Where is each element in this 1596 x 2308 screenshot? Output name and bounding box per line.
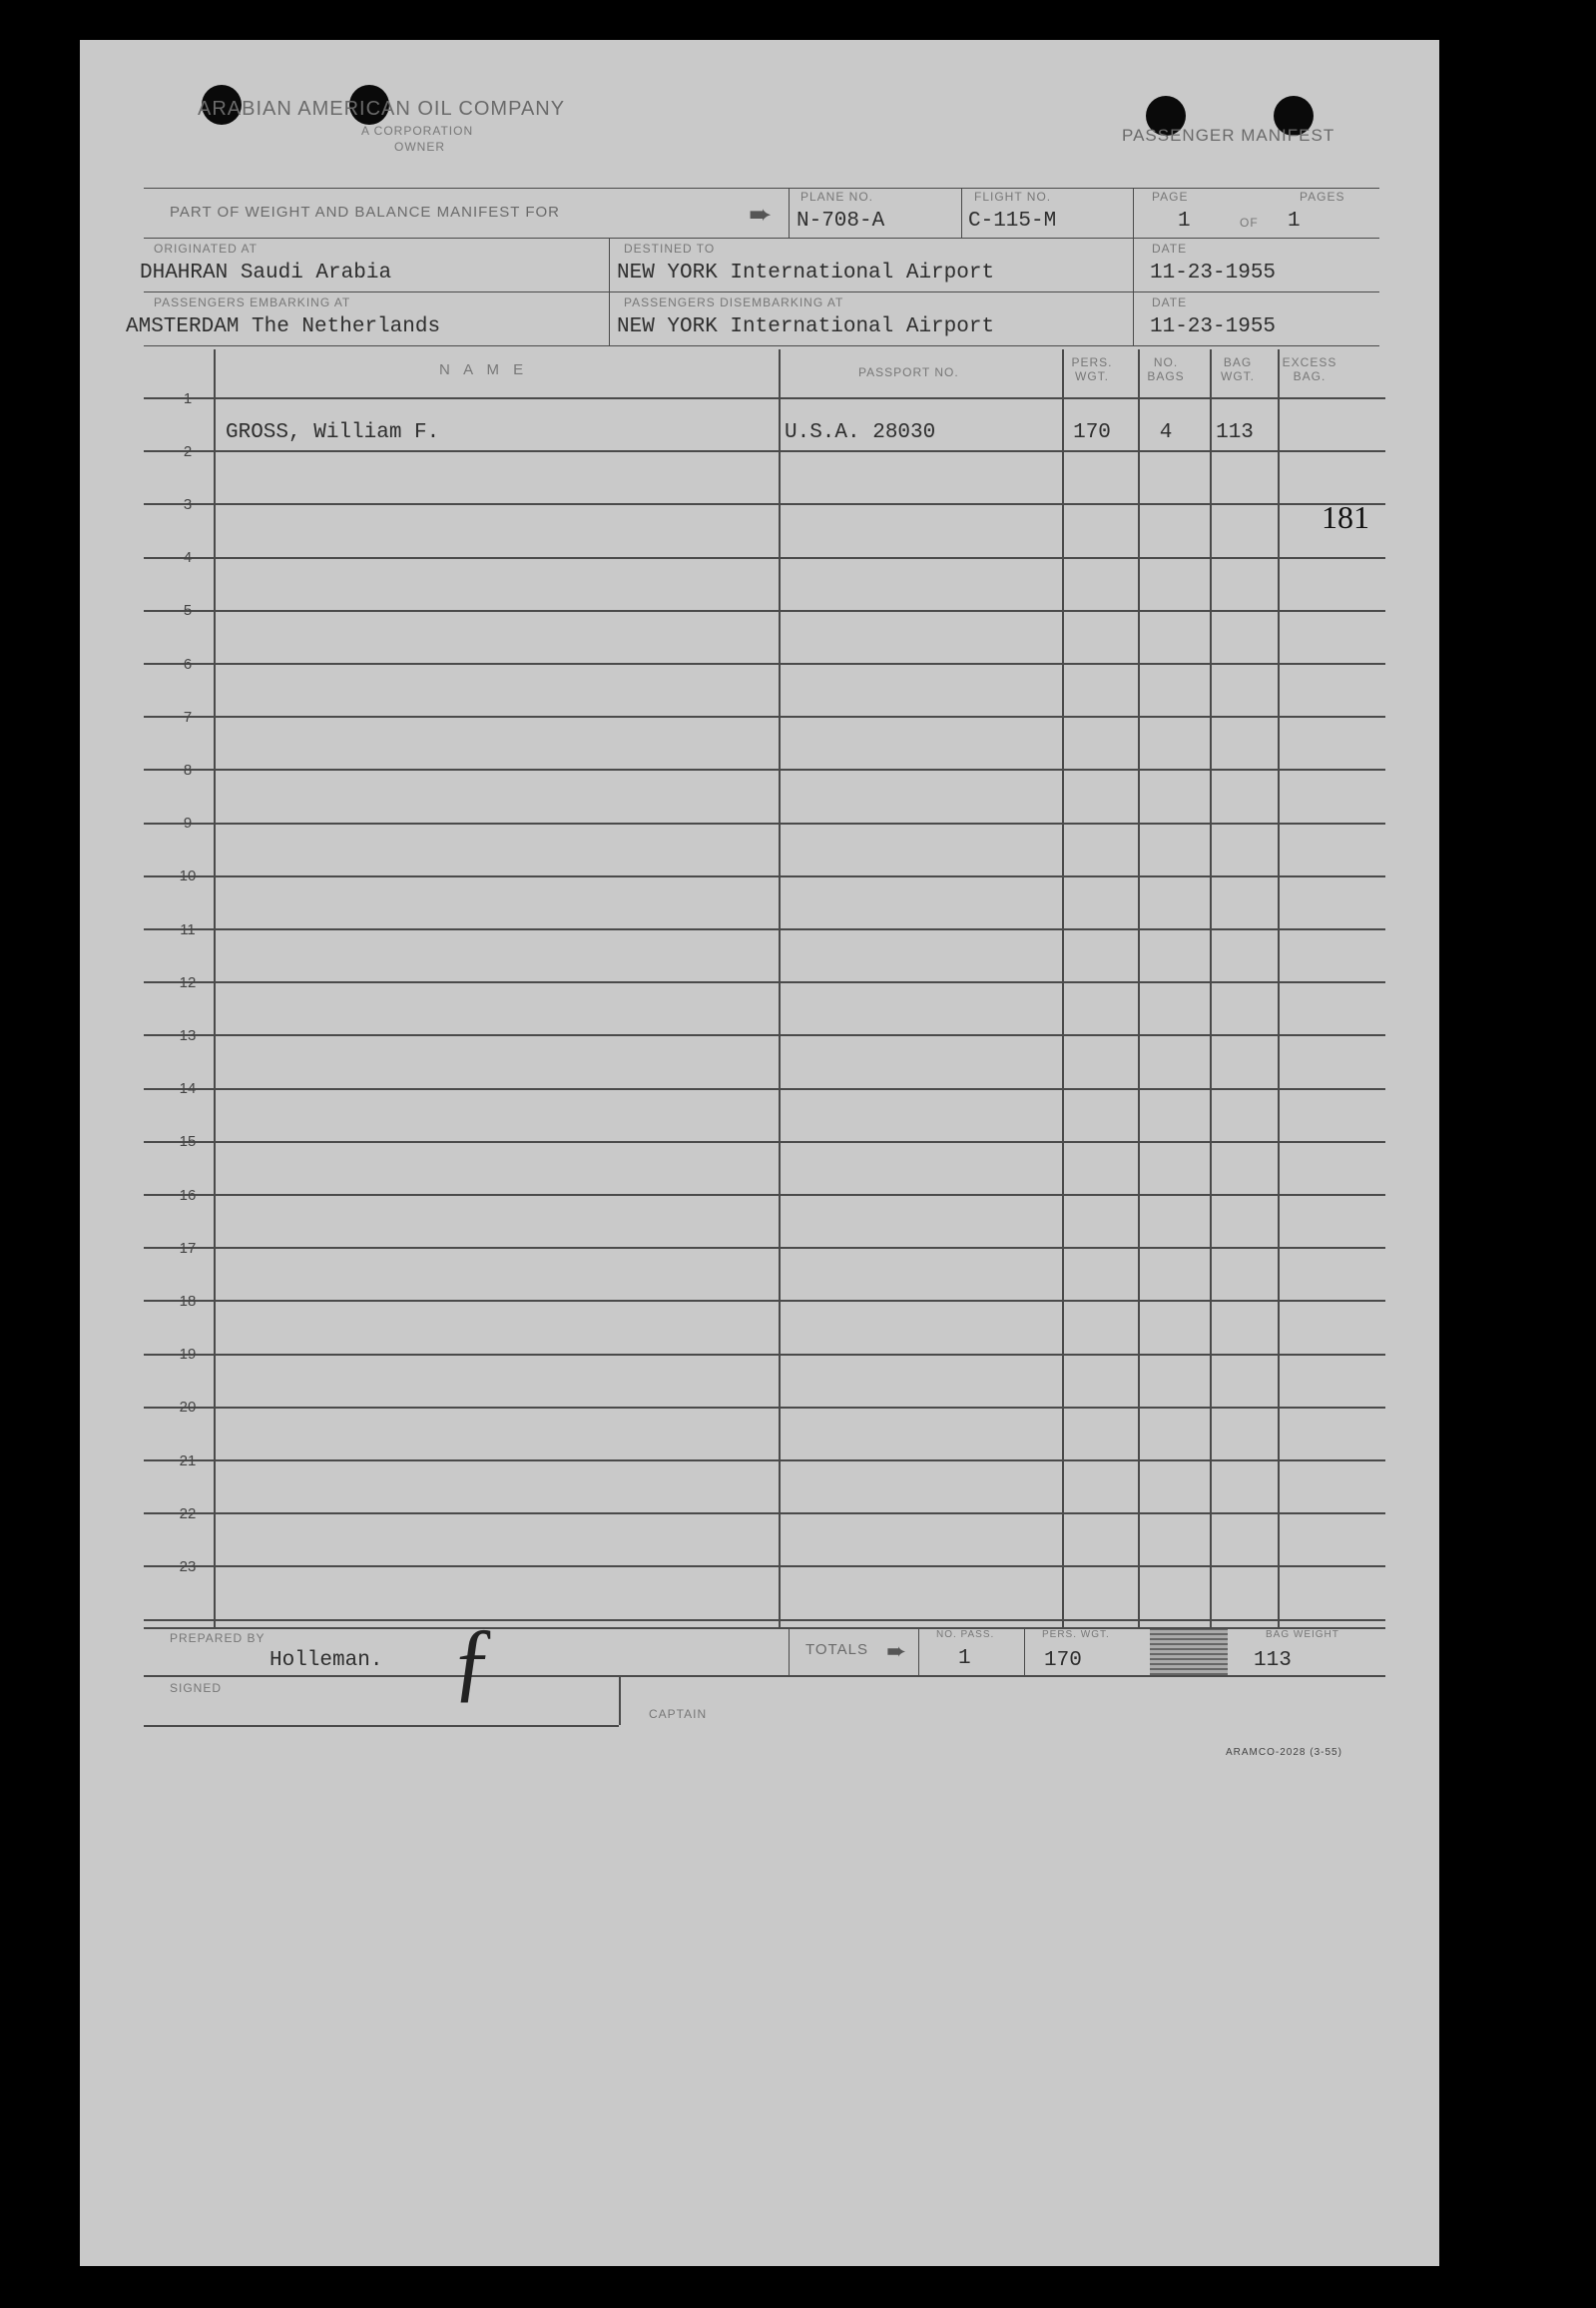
row-number: 4: [183, 549, 193, 566]
manifest-paper: [80, 40, 1439, 2266]
row-number: 10: [179, 867, 197, 884]
passport-header: PASSPORT NO.: [858, 365, 959, 379]
row-divider: [144, 1247, 1385, 1249]
date-value: 11-23-1955: [1150, 315, 1277, 338]
no-pass-value: 1: [958, 1647, 971, 1670]
row-divider: [144, 397, 1385, 399]
corporation-label: A CORPORATION: [361, 124, 474, 138]
row-divider: [144, 1512, 1385, 1514]
row-divider: [144, 1088, 1385, 1090]
pers-wgt-total-value: 170: [1044, 1649, 1082, 1672]
excess-bag-header: EXCESS BAG.: [1282, 355, 1337, 383]
flight-no-value: C-115-M: [968, 210, 1057, 233]
passenger-no-bags: 4: [1159, 421, 1173, 444]
row-number: 3: [183, 496, 193, 513]
row-divider: [144, 503, 1385, 505]
row-divider: [144, 663, 1385, 665]
page-value: 1: [1178, 210, 1191, 233]
row-number: 12: [179, 974, 197, 991]
row-number: 14: [179, 1080, 197, 1097]
row-divider: [144, 1407, 1385, 1409]
row-number: 23: [179, 1558, 197, 1575]
row-divider: [144, 1141, 1385, 1143]
row-divider: [144, 1354, 1385, 1356]
shaded-box: [1150, 1629, 1228, 1675]
row-divider: [144, 1034, 1385, 1036]
handwritten-annotation: 181: [1322, 499, 1369, 535]
row-number: 17: [179, 1240, 197, 1257]
row-divider: [144, 928, 1385, 930]
passenger-bag-wgt: 113: [1216, 421, 1254, 444]
column-divider: [1138, 349, 1140, 1627]
page-label: PAGE: [1152, 190, 1189, 204]
row-number: 18: [179, 1293, 197, 1310]
row-divider: [144, 1300, 1385, 1302]
column-divider: [1210, 349, 1212, 1627]
row-divider: [144, 769, 1385, 771]
row-number: 22: [179, 1505, 197, 1522]
row-number: 20: [179, 1399, 197, 1416]
totals-label: TOTALS: [805, 1641, 868, 1658]
document-title: PASSENGER MANIFEST: [1122, 126, 1335, 145]
arrow-icon: ➨: [749, 199, 773, 230]
row-number: 8: [183, 762, 193, 779]
row-divider: [144, 1619, 1385, 1621]
pers-wgt-header: PERS. WGT.: [1071, 355, 1113, 383]
row-number: 13: [179, 1027, 197, 1044]
embarking-value: AMSTERDAM The Netherlands: [126, 315, 441, 338]
plane-no-label: PLANE NO.: [800, 190, 874, 204]
row-divider: [144, 1565, 1385, 1567]
originated-label: ORIGINATED AT: [154, 242, 258, 256]
plane-no-value: N-708-A: [797, 210, 885, 233]
column-divider: [779, 349, 781, 1627]
date-label: DATE: [1152, 242, 1188, 256]
weight-balance-label: PART OF WEIGHT AND BALANCE MANIFEST FOR: [170, 204, 561, 221]
form-code: ARAMCO-2028 (3-55): [1226, 1747, 1342, 1758]
row-divider: [144, 610, 1385, 612]
row-divider: [144, 450, 1385, 452]
row-divider: [144, 823, 1385, 825]
row-number: 6: [183, 656, 193, 673]
signature-mark: ƒ: [451, 1611, 496, 1710]
row-number: 9: [183, 815, 193, 832]
no-pass-label: NO. PASS.: [936, 1629, 995, 1640]
prepared-by-value: Holleman.: [269, 1649, 383, 1672]
row-divider: [144, 1459, 1385, 1461]
row-divider: [144, 1194, 1385, 1196]
destined-value: NEW YORK International Airport: [617, 262, 995, 285]
name-header: N A M E: [439, 361, 529, 378]
column-divider: [1062, 349, 1064, 1627]
destined-label: DESTINED TO: [624, 242, 716, 256]
column-divider: [1278, 349, 1280, 1627]
date-value: 11-23-1955: [1150, 262, 1277, 285]
bag-weight-label: BAG WEIGHT: [1266, 1629, 1339, 1640]
date-label: DATE: [1152, 295, 1188, 309]
passenger-name: GROSS, William F.: [226, 421, 440, 444]
of-label: OF: [1240, 216, 1259, 230]
row-divider: [144, 716, 1385, 718]
column-divider: [214, 349, 216, 1627]
row-divider: [144, 875, 1385, 877]
row-number: 19: [179, 1346, 197, 1363]
bag-weight-value: 113: [1254, 1649, 1292, 1672]
captain-label: CAPTAIN: [649, 1707, 708, 1721]
disembarking-label: PASSENGERS DISEMBARKING AT: [624, 295, 844, 309]
row-number: 16: [179, 1187, 197, 1204]
company-name: ARABIAN AMERICAN OIL COMPANY: [198, 98, 566, 120]
arrow-icon: ➨: [886, 1638, 907, 1665]
owner-label: OWNER: [394, 140, 445, 154]
bag-wgt-header: BAG WGT.: [1221, 355, 1255, 383]
originated-value: DHAHRAN Saudi Arabia: [140, 262, 392, 285]
row-number: 5: [183, 602, 193, 619]
row-divider: [144, 981, 1385, 983]
prepared-by-label: PREPARED BY: [170, 1631, 266, 1645]
pers-wgt-total-label: PERS. WGT.: [1042, 1629, 1110, 1640]
embarking-label: PASSENGERS EMBARKING AT: [154, 295, 351, 309]
flight-no-label: FLIGHT NO.: [974, 190, 1052, 204]
disembarking-value: NEW YORK International Airport: [617, 315, 995, 338]
row-number: 7: [183, 709, 193, 726]
row-number: 2: [183, 443, 193, 460]
row-number: 11: [180, 921, 196, 938]
no-bags-header: NO. BAGS: [1147, 355, 1185, 383]
row-number: 1: [183, 390, 193, 407]
pages-label: PAGES: [1300, 190, 1345, 204]
row-divider: [144, 557, 1385, 559]
passenger-passport: U.S.A. 28030: [785, 421, 936, 444]
row-number: 15: [179, 1133, 197, 1150]
pages-value: 1: [1288, 210, 1301, 233]
signed-label: SIGNED: [170, 1681, 223, 1695]
row-number: 21: [179, 1452, 197, 1469]
passenger-pers-wgt: 170: [1073, 421, 1111, 444]
